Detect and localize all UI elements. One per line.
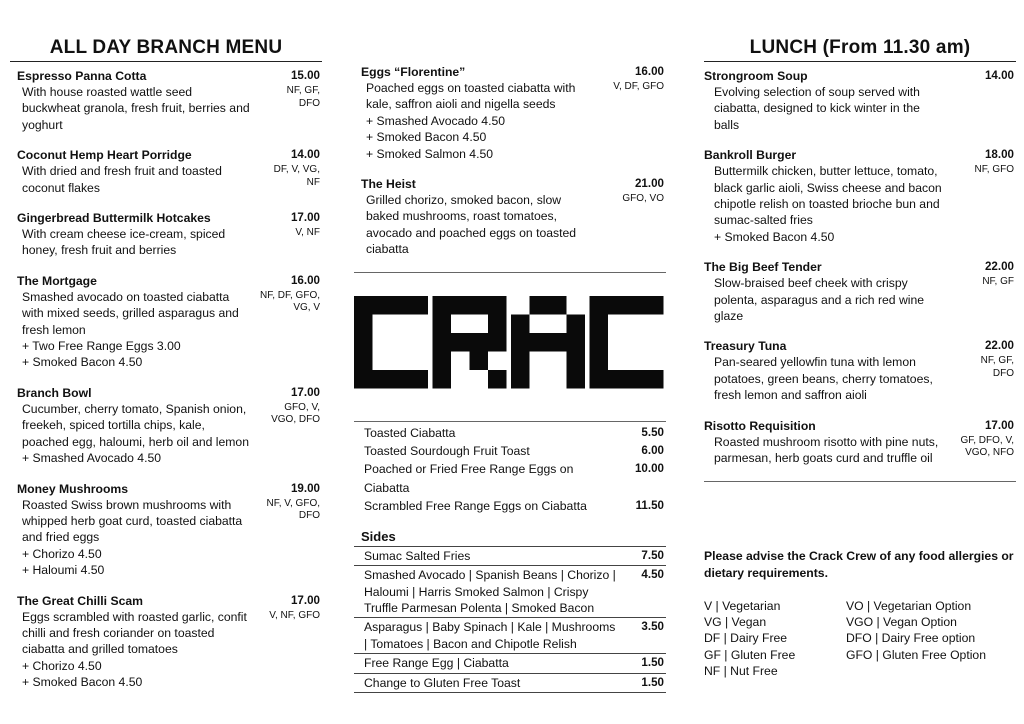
item-name: The Great Chilli Scam: [17, 593, 143, 608]
menu-item: [704, 68, 1016, 133]
logo-pixel: [645, 370, 664, 389]
item-description: [17, 401, 252, 467]
logo-pixel: [354, 370, 373, 389]
item-description: [704, 163, 944, 245]
item-description: [17, 497, 252, 579]
dietary-tag: V, NF: [295, 227, 320, 239]
logo-pixel: [488, 314, 507, 333]
item-body: [704, 163, 1016, 245]
item-name: Espresso Panna Cotta: [17, 69, 147, 83]
item-header: [17, 273, 322, 289]
menu-item: [704, 418, 1016, 467]
item-addon: + Haloumi 4.50: [22, 563, 105, 578]
item-header: [17, 593, 322, 609]
item-addon: + Smoked Salmon 4.50: [366, 146, 494, 161]
price-row-name: Scrambled Free Range Eggs on Ciabatta: [364, 499, 587, 514]
item-description-text: Evolving selection of soup served with ciabatta, designed to kick winter in the balls: [714, 85, 920, 132]
dietary-tags: [944, 84, 1016, 85]
item-body: [704, 275, 1016, 324]
menu-item: [704, 259, 1016, 324]
divider: [354, 272, 666, 273]
menu-item: [361, 64, 666, 162]
item-body: [17, 226, 322, 259]
breakfast-items: [10, 62, 322, 691]
legend-entry: DF | Dairy Free: [704, 631, 788, 646]
item-header: [704, 418, 1016, 434]
dietary-tag: NF: [306, 176, 320, 188]
divider: [704, 481, 1016, 482]
item-body: [17, 84, 322, 133]
dietary-tag: NF, GF,: [980, 355, 1014, 367]
logo-pixel: [590, 296, 609, 315]
logo-pixel: [488, 296, 507, 315]
sides-list: [354, 546, 666, 693]
dietary-tags: [944, 163, 1016, 177]
dietary-tags: [252, 84, 322, 110]
logo-pixel: [451, 333, 470, 352]
logo-pixel: [391, 296, 410, 315]
middle-column: [354, 0, 666, 693]
logo-pixel: [451, 296, 470, 315]
item-header: [704, 147, 1016, 163]
item-price: 17.00: [290, 211, 320, 225]
item-price: 19.00: [290, 481, 320, 495]
item-name: Money Mushrooms: [17, 481, 129, 496]
side-row: [354, 653, 666, 672]
dietary-tag: NF, DF, GFO,: [260, 289, 320, 301]
dietary-tags: [596, 192, 666, 206]
logo-pixel: [627, 296, 646, 315]
item-header: [704, 338, 1016, 354]
item-name: Coconut Hemp Heart Porridge: [17, 148, 192, 163]
item-body: [17, 163, 322, 196]
side-row: [354, 565, 666, 617]
item-name: The Mortgage: [17, 273, 97, 288]
dietary-tag: DF, V, VG,: [273, 164, 320, 176]
dietary-tag: NF, GF,: [286, 85, 320, 96]
item-description: [704, 434, 944, 467]
side-price: 1.50: [641, 675, 664, 689]
item-header: [17, 68, 322, 84]
item-addon: + Chorizo 4.50: [22, 658, 102, 673]
dietary-tags: [252, 609, 322, 623]
item-description-text: With dried and fresh fruit and toasted coconut flakes: [22, 164, 222, 195]
menu-item: [17, 147, 322, 196]
item-header: [361, 176, 666, 192]
logo-pixel: [354, 351, 373, 370]
side-name: Smashed Avocado | Spanish Beans | Chorizo | Haloumi | Harris Smoked Salmon | Crispy Truffle Parmesan Polenta | Smoked Bacon: [364, 568, 616, 615]
dietary-tags: [252, 401, 322, 427]
price-row-name: Toasted Ciabatta: [364, 425, 456, 440]
logo-pixel: [548, 333, 567, 352]
dietary-tag: DFO: [992, 367, 1014, 379]
dietary-tag: VGO, DFO: [271, 414, 320, 426]
dietary-legend: [704, 598, 1016, 680]
item-description-text: With cream cheese ice-cream, spiced honey, fresh fruit and berries: [22, 227, 226, 258]
logo-pixel: [470, 333, 489, 352]
lunch-column: [704, 0, 1016, 680]
dietary-tags: [596, 80, 666, 94]
price-row-price: 10.00: [634, 462, 664, 476]
legend-entry: VGO | Vegan Option: [846, 614, 957, 629]
item-name: Branch Bowl: [17, 385, 92, 400]
side-name: Sumac Salted Fries: [364, 548, 471, 563]
price-row: [354, 442, 666, 460]
price-row-name: Poached or Fried Free Range Eggs on Ciabatta: [364, 462, 574, 495]
item-description: [361, 80, 596, 162]
item-body: [704, 434, 1016, 467]
logo-pixel: [354, 314, 373, 333]
price-row: [354, 460, 666, 497]
menu-item: [17, 385, 322, 467]
logo-pixel: [530, 333, 549, 352]
item-header: [17, 481, 322, 497]
dietary-tag: GFO, VO: [622, 193, 664, 205]
item-header: [17, 385, 322, 401]
item-addon: + Smoked Bacon 4.50: [22, 675, 143, 690]
item-addon: + Chorizo 4.50: [22, 546, 102, 561]
logo-pixel: [410, 296, 429, 315]
item-addon: + Smashed Avocado 4.50: [366, 113, 506, 128]
legend-entry: VG | Vegan: [704, 614, 767, 629]
side-price: 3.50: [641, 620, 664, 634]
dietary-tag: NF, GF: [982, 276, 1014, 288]
logo-pixel: [433, 333, 452, 352]
item-description-text: Pan-seared yellowfin tuna with lemon potatoes, green beans, cherry tomatoes, fresh lemon and saffron aioli: [714, 355, 933, 403]
menu-item: [361, 176, 666, 258]
item-description: [704, 275, 944, 324]
logo-pixel: [590, 333, 609, 352]
item-name: Treasury Tuna: [704, 339, 787, 354]
logo-pixel: [590, 370, 609, 389]
item-addon: + Smoked Bacon 4.50: [714, 229, 835, 244]
menu-item: [17, 68, 322, 133]
side-price: 1.50: [641, 656, 664, 670]
item-description: [17, 226, 252, 259]
dietary-tag: V, NF, GFO: [269, 609, 320, 621]
item-description-text: Buttermilk chicken, butter lettuce, tomato, black garlic aioli, Swiss cheese and bacon chipotle relish on toasted brioche bun and sumac-salted fries: [714, 164, 942, 228]
legend-entry: NF | Nut Free: [704, 664, 778, 679]
logo-pixel: [410, 370, 429, 389]
logo-pixel: [567, 370, 586, 389]
item-price: 17.00: [984, 418, 1014, 432]
dietary-tag: V, DF, GFO: [613, 81, 664, 92]
item-description: [704, 84, 944, 133]
item-name: Strongroom Soup: [704, 69, 808, 83]
lunch-items: [704, 62, 1016, 467]
item-description-text: Grilled chorizo, smoked bacon, slow baked mushrooms, roast tomatoes, avocado and poached eggs on toasted ciabatta: [366, 193, 577, 257]
item-price: 21.00: [634, 177, 664, 191]
dietary-tag: DFO: [298, 97, 320, 109]
logo-pixel: [567, 314, 586, 333]
logo-pixel: [511, 333, 530, 352]
price-row-price: 5.50: [641, 425, 664, 439]
dietary-tag: NF, GFO: [974, 164, 1014, 176]
legend-entry: GF | Gluten Free: [704, 647, 796, 662]
item-name: The Heist: [361, 177, 416, 192]
item-body: [17, 609, 322, 691]
sides-heading: Sides: [361, 528, 396, 544]
menu-item: [17, 273, 322, 371]
side-name: Asparagus | Baby Spinach | Kale | Mushrooms | Tomatoes | Bacon and Chipotle Relish: [364, 620, 616, 651]
item-name: Gingerbread Buttermilk Hotcakes: [17, 211, 211, 226]
item-header: [361, 64, 666, 80]
logo-pixel: [627, 370, 646, 389]
item-addon: + Smoked Bacon 4.50: [366, 130, 487, 145]
item-description-text: Eggs scrambled with roasted garlic, confit chilli and fresh coriander on toasted ciabatta and grilled tomatoes: [22, 609, 247, 657]
breakfast-column: [10, 0, 322, 705]
logo-pixel: [433, 314, 452, 333]
item-description-text: Poached eggs on toasted ciabatta with kale, saffron aioli and nigella seeds: [366, 81, 576, 112]
logo-pixel: [433, 370, 452, 389]
item-body: [17, 289, 322, 371]
price-row-price: 11.50: [635, 499, 664, 513]
logo-pixel: [354, 333, 373, 352]
item-price: 22.00: [984, 339, 1014, 353]
item-description: [17, 84, 252, 133]
dietary-tag: DFO: [298, 510, 320, 521]
logo-pixel: [608, 296, 627, 315]
crack-logo: [354, 295, 666, 391]
logo-pixel: [354, 296, 373, 315]
item-body: [361, 192, 666, 258]
item-addon: + Smashed Avocado 4.50: [22, 451, 162, 466]
logo-pixel: [433, 351, 452, 370]
logo-pixel: [590, 314, 609, 333]
price-row: [354, 497, 666, 515]
dietary-tags: [944, 354, 1016, 380]
menu-item: [17, 593, 322, 691]
item-description: [17, 163, 252, 196]
item-price: 16.00: [290, 273, 320, 287]
dietary-tags: [944, 275, 1016, 289]
item-price: 22.00: [984, 260, 1014, 274]
logo-pixel: [548, 296, 567, 315]
item-header: [704, 68, 1016, 84]
menu-item: [17, 210, 322, 259]
price-row: [354, 424, 666, 442]
logo-pixel: [567, 351, 586, 370]
logo-pixel: [433, 296, 452, 315]
legend-entry: DFO | Dairy Free option: [846, 631, 976, 646]
toast-price-list: [354, 421, 666, 516]
dietary-tag: GFO, V,: [284, 401, 320, 413]
logo-pixel: [511, 370, 530, 389]
price-row-name: Toasted Sourdough Fruit Toast: [364, 444, 530, 459]
item-price: 18.00: [984, 148, 1014, 162]
dietary-tag: NF, V, GFO,: [266, 497, 320, 509]
middle-items: [354, 0, 666, 258]
item-body: [17, 497, 322, 579]
item-description-text: Roasted mushroom risotto with pine nuts, parmesan, herb goats curd and truffle oil: [714, 434, 939, 466]
item-description-text: Roasted Swiss brown mushrooms with whipped herb goat curd, toasted ciabatta and fried eggs: [22, 497, 243, 545]
item-description-text: Cucumber, cherry tomato, Spanish onion, freekeh, spiced tortilla chips, kale, poached egg, haloumi, herb oil and lemon: [22, 401, 249, 449]
legend-entry: GFO | Gluten Free Option: [846, 647, 986, 662]
side-row: [354, 546, 666, 565]
item-price: 14.00: [290, 148, 320, 162]
logo-pixel: [470, 351, 489, 370]
logo-pixel: [373, 370, 392, 389]
logo-pixel: [530, 296, 549, 315]
dietary-tag: GF, DFO, V,: [960, 434, 1014, 446]
item-description-text: With house roasted wattle seed buckwheat granola, fresh fruit, berries and yoghurt: [22, 85, 250, 132]
item-body: [704, 354, 1016, 403]
item-price: 17.00: [290, 593, 320, 607]
item-name: Eggs “Florentine”: [361, 65, 466, 79]
logo-pixel: [511, 351, 530, 370]
item-description: [704, 354, 944, 403]
side-row: [354, 617, 666, 653]
item-description: [17, 609, 252, 691]
item-price: 15.00: [290, 69, 320, 82]
menu-item: [17, 481, 322, 579]
item-addon: + Two Free Range Eggs 3.00: [22, 339, 181, 354]
item-header: [17, 147, 322, 163]
dietary-tags: [252, 163, 322, 189]
side-name: Change to Gluten Free Toast: [364, 675, 521, 690]
side-price: 7.50: [641, 548, 664, 562]
item-body: [704, 84, 1016, 133]
item-description-text: Slow-braised beef cheek with crispy polenta, asparagus and a rich red wine glaze: [714, 276, 925, 324]
item-description: [361, 192, 596, 258]
logo-pixel: [391, 370, 410, 389]
logo-pixel: [373, 296, 392, 315]
item-body: [361, 80, 666, 162]
side-row: [354, 673, 666, 693]
dietary-tags: [252, 497, 322, 523]
allergy-note: Please advise the Crack Crew of any food allergies or dietary requirements.: [704, 548, 1014, 580]
lunch-title: LUNCH (From 11.30 am): [704, 0, 1016, 62]
dietary-tags: [252, 226, 322, 240]
legend-entry: VO | Vegetarian Option: [846, 598, 972, 613]
item-price: 17.00: [290, 385, 320, 399]
logo-pixel: [645, 296, 664, 315]
dietary-tags: [944, 434, 1016, 460]
menu-item: [704, 147, 1016, 245]
logo-pixel: [608, 370, 627, 389]
side-price: 4.50: [641, 568, 664, 582]
item-header: [17, 210, 322, 226]
item-description-text: Smashed avocado on toasted ciabatta with mixed seeds, grilled asparagus and fresh lemon: [22, 289, 239, 337]
legend-entry: V | Vegetarian: [704, 598, 781, 613]
logo-pixel: [488, 370, 507, 389]
item-addon: + Smoked Bacon 4.50: [22, 355, 143, 370]
item-name: Bankroll Burger: [704, 148, 797, 163]
item-price: 16.00: [634, 65, 664, 78]
logo-pixel: [590, 351, 609, 370]
dietary-tag: VG, V: [293, 302, 320, 314]
dietary-tag: VGO, NFO: [965, 447, 1014, 459]
item-header: [704, 259, 1016, 275]
price-row-price: 6.00: [641, 444, 664, 458]
logo-pixel: [511, 314, 530, 333]
logo-pixel: [567, 333, 586, 352]
item-description: [17, 289, 252, 371]
item-name: Risotto Requisition: [704, 418, 816, 433]
dietary-tags: [252, 289, 322, 315]
logo-pixel: [488, 333, 507, 352]
side-name: Free Range Egg | Ciabatta: [364, 656, 509, 671]
item-name: The Big Beef Tender: [704, 260, 822, 275]
menu-title: ALL DAY BRANCH MENU: [10, 0, 322, 62]
menu-item: [704, 338, 1016, 403]
item-body: [17, 401, 322, 467]
logo-pixel: [470, 296, 489, 315]
item-price: 14.00: [984, 69, 1014, 82]
